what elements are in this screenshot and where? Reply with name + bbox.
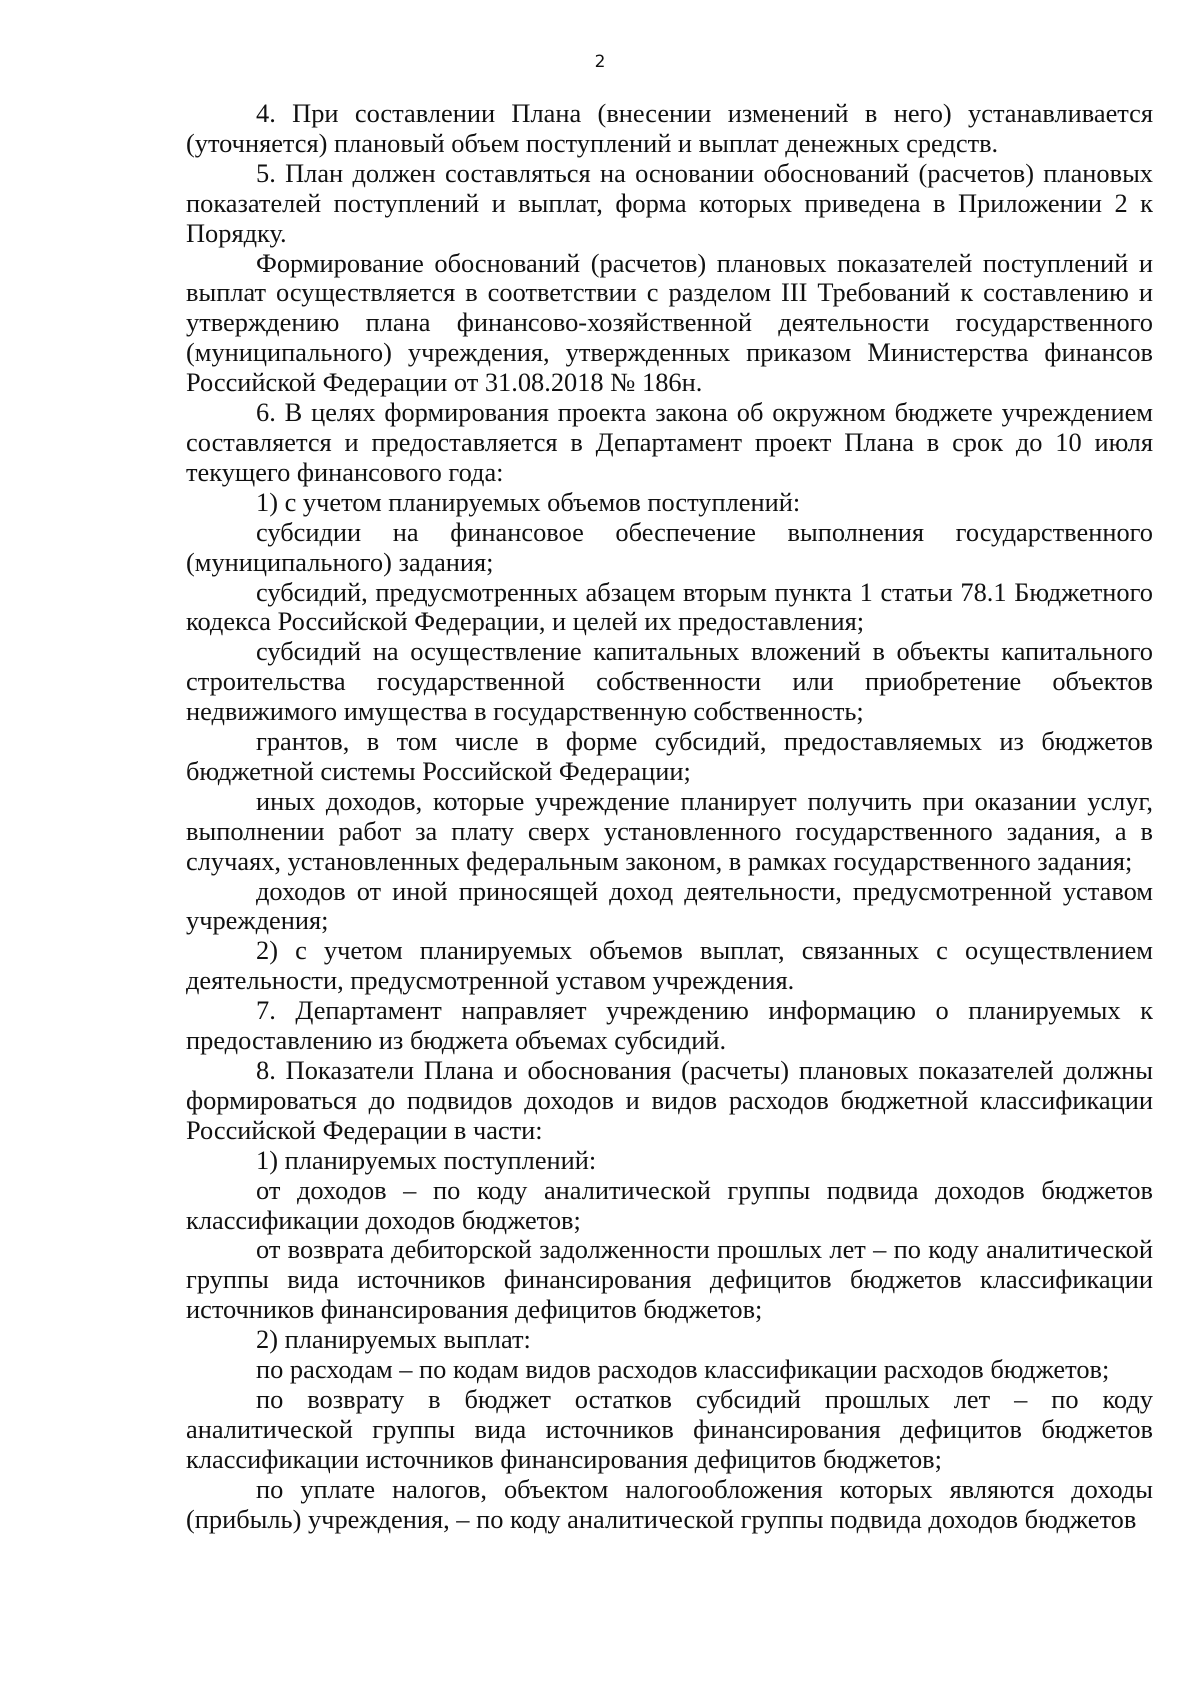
paragraph-by-return-subsidies: по возврату в бюджет остатков субсидий прошлых лет – по коду аналитической группы вида источников финансирования дефицитов бюджетов классификации источников финансирования дефицитов бюджетов; xyxy=(186,1383,1153,1474)
page-number: 2 xyxy=(594,52,606,72)
paragraph-item-6-sub-1: 1) с учетом планируемых объемов поступлений: xyxy=(256,486,801,517)
paragraph-by-taxes: по уплате налогов, объектом налогообложения которых являются доходы (прибыль) учреждения, – по коду аналитической группы подвида доходов бюджетов xyxy=(186,1473,1153,1534)
paragraph-item-4: 4. При составлении Плана (внесении изменений в него) устанавливается (уточняется) плановый объем поступлений и выплат денежных средств. xyxy=(186,98,1153,158)
paragraph-income-activity: доходов от иной приносящей доход деятельности, предусмотренной уставом учреждения; xyxy=(186,875,1153,936)
paragraph-item-8: 8. Показатели Плана и обоснования (расчеты) плановых показателей должны формироваться до подвидов доходов и видов расходов бюджетной классификации Российской Федерации в части: xyxy=(186,1055,1153,1145)
paragraph-item-6: 6. В целях формирования проекта закона об окружном бюджете учреждением составляется и предоставляется в Департамент проект Плана в срок до 10 июля текущего финансового года: xyxy=(186,397,1153,487)
paragraph-from-income: от доходов – по коду аналитической группы подвида доходов бюджетов классификации доходов бюджетов; xyxy=(186,1174,1153,1235)
paragraph-item-7: 7. Департамент направляет учреждению информацию о планируемых к предоставлению из бюджета объемах субсидий. xyxy=(186,995,1153,1056)
paragraph-subsidy-state-task: субсидии на финансовое обеспечение выполнения государственного (муниципального) задания; xyxy=(186,516,1153,577)
paragraph-subsidy-capital: субсидий на осуществление капитальных вложений в объекты капитального строительства государственной собственности или приобретение объектов недвижимого имущества в государственную собственность; xyxy=(186,636,1153,727)
paragraph-item-6-sub-2: 2) с учетом планируемых объемов выплат, связанных с осуществлением деятельности, предусмотренной уставом учреждения. xyxy=(186,935,1153,996)
paragraph-subsidy-article-78: субсидий, предусмотренных абзацем вторым пункта 1 статьи 78.1 Бюджетного кодекса Российской Федерации, и целей их предоставления; xyxy=(186,576,1153,637)
paragraph-justifications: Формирование обоснований (расчетов) плановых показателей поступлений и выплат осуществляется в соответствии с разделом III Требований к составлению и утверждению плана финансово-хозяйственной деятельности государственного (муниципального) учреждения, утвержденных приказом Министерства финансов Российской Федерации от 31.08.2018 № 186н. xyxy=(186,247,1153,398)
paragraph-item-8-sub-2: 2) планируемых выплат: xyxy=(256,1324,531,1355)
paragraph-item-5: 5. План должен составляться на основании обоснований (расчетов) плановых показателей поступлений и выплат, форма которых приведена в Приложении 2 к Порядку. xyxy=(186,157,1153,248)
paragraph-other-income: иных доходов, которые учреждение планирует получить при оказании услуг, выполнении работ за плату сверх установленного государственного задания, а в случаях, установленных федеральным законом, в рамках государственного задания; xyxy=(186,785,1153,876)
paragraph-from-receivables: от возврата дебиторской задолженности прошлых лет – по коду аналитической группы вида источников финансирования дефицитов бюджетов классификации источников финансирования дефицитов бюджетов; xyxy=(186,1234,1153,1325)
paragraph-item-8-sub-1: 1) планируемых поступлений: xyxy=(256,1144,597,1175)
paragraph-grants: грантов, в том числе в форме субсидий, предоставляемых из бюджетов бюджетной системы Российской Федерации; xyxy=(186,726,1153,786)
document-body xyxy=(186,99,1153,1535)
paragraph-by-expenses: по расходам – по кодам видов расходов классификации расходов бюджетов; xyxy=(256,1354,1110,1385)
